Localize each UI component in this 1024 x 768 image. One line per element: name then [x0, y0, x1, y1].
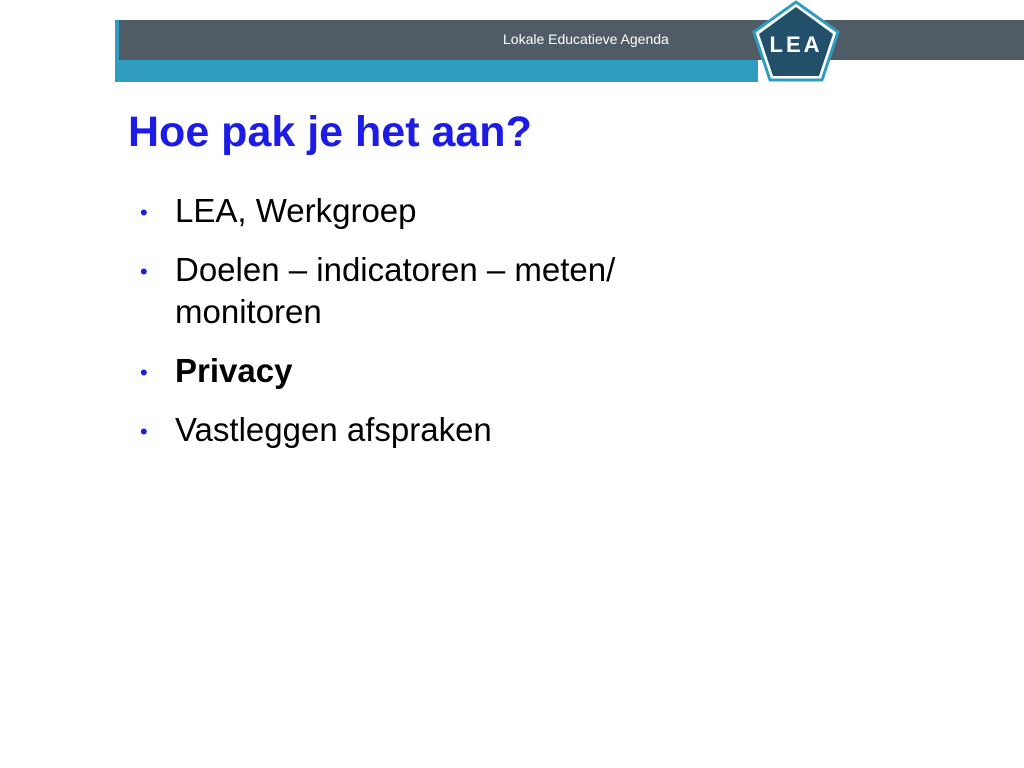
accent-strip [115, 60, 758, 82]
logo-text: LEA [769, 32, 823, 57]
bullet-text: LEA, Werkgroep [175, 192, 417, 229]
list-item [140, 190, 760, 232]
bullet-icon: • [140, 259, 148, 284]
bullet-text: Vastleggen afspraken [175, 411, 492, 448]
bullet-text: Doelen – indicatoren – meten/ monitoren [175, 251, 616, 330]
bullet-list [140, 190, 760, 468]
bullet-icon: • [140, 200, 148, 225]
organization-name: Lokale Educatieve Agenda [503, 31, 669, 47]
bullet-icon: • [140, 360, 148, 385]
list-item [140, 350, 760, 392]
page-title: Hoe pak je het aan? [128, 108, 532, 156]
list-item [140, 409, 760, 451]
lea-logo-icon [750, 0, 842, 84]
header-edge [115, 20, 119, 82]
list-item [140, 249, 760, 333]
bullet-text: Privacy [175, 352, 293, 389]
bullet-icon: • [140, 419, 148, 444]
